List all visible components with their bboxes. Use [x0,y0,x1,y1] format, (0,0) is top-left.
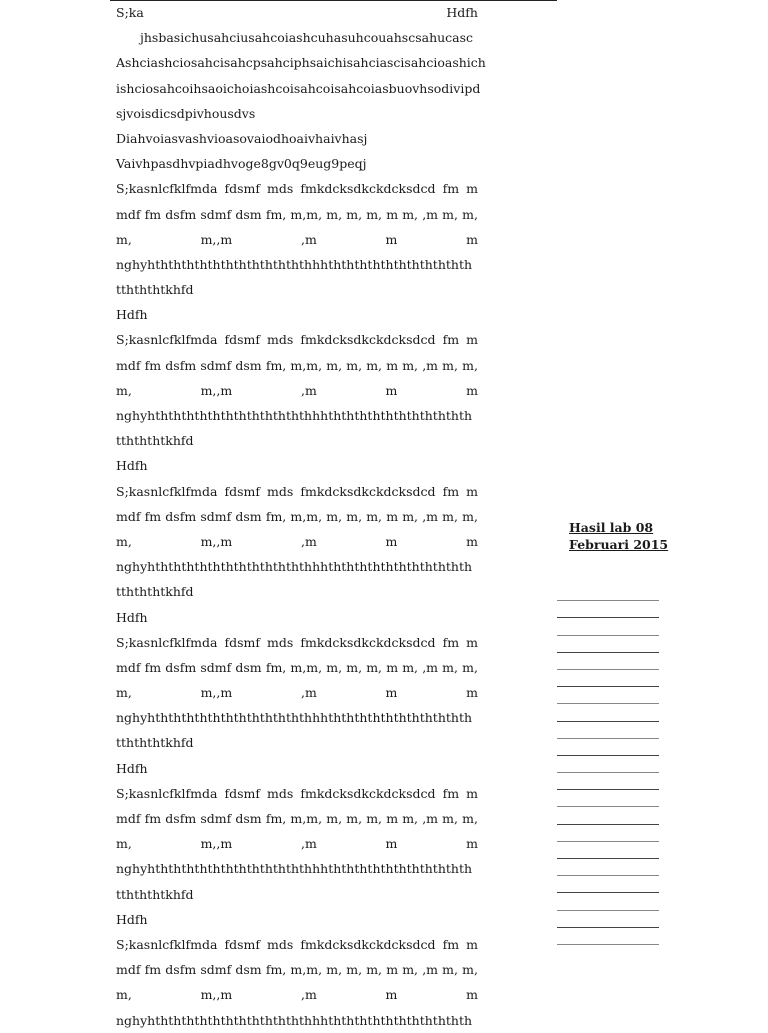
ruled-line [557,601,659,618]
ruled-line [557,807,659,824]
first-line [116,0,478,25]
ruled-line [557,618,659,635]
ruled-line [557,859,659,876]
intro-line: sjvoisdicsdpivhousdvs [116,105,256,121]
ruled-line [557,653,659,670]
block-line: mdf fm dsfm sdmf dsm fm, m,m, m, m, m, m m, ,m m, m, [116,508,478,524]
block-line: S;kasnlcfklfmda fdsmf mds fmkdcksdkckdcksdcd fm m [116,785,478,801]
block-line: tthththtkhfd [116,282,194,298]
ruled-line [557,842,659,859]
intro-line: Vaivhpasdhvpiadhvoge8gv0q9eug9peqj [116,156,367,172]
intro-line: Ashciashciosahcisahcpsahciphsaichisahciascisahcioashich [116,55,486,71]
first-line-left: S;ka [116,5,144,20]
block-line: S;kasnlcfklfmda fdsmf mds fmkdcksdkckdcksdcd fm m [116,483,478,499]
block-line: mdf fm dsfm sdmf dsm fm, m,m, m, m, m, m m, ,m m, m, [116,357,478,373]
ruled-line [557,790,659,807]
block-line: m, m,,m ,m m m [116,987,478,1003]
block-line: mdf fm dsfm sdmf dsm fm, m,m, m, m, m, m m, ,m m, m, [116,811,478,826]
block-line: S;kasnlcfklfmda fdsmf mds fmkdcksdkckdcksdcd fm m [116,936,478,952]
block-line: m, m,,m ,m m m [116,685,478,701]
block-line: mdf fm dsfm sdmf dsm fm, m,m, m, m, m, m m, ,m m, m, [116,206,478,222]
ruled-line [557,893,659,910]
separator-heading: Hdfh [116,307,148,323]
block-line: tthththtkhfd [116,433,194,449]
intro-line: ishciosahcoihsaoichoiashcoisahcoisahcoiasbuovhsodivipd [116,80,481,96]
ruled-line [557,911,659,928]
text-block [116,932,478,1033]
separator-heading: Hdfh [116,609,148,625]
block-line: S;kasnlcfklfmda fdsmf mds fmkdcksdkckdcksdcd fm m [116,181,478,197]
block-line: nghyhththththththththththththhhththththththththththth [116,710,473,726]
ruled-line [557,584,659,601]
separator-heading: Hdfh [116,760,148,776]
text-block [116,630,478,756]
block-line: m, m,,m ,m m m [116,382,478,398]
ruled-line [557,636,659,653]
separator-heading: Hdfh [116,911,148,927]
ruled-line [557,825,659,842]
block-line: nghyhththththththththththththhhththththththththththth [116,256,473,272]
block-line: tthththtkhfd [116,886,194,902]
block-line: nghyhththththththththththththhhththththththththththth [116,559,473,575]
block-line: S;kasnlcfklfmda fdsmf mds fmkdcksdkckdcksdcd fm m [116,332,478,348]
block-line: nghyhththththththththththththhhththththththththththth [116,1012,473,1028]
side-note-heading: Hasil lab 08 Februari 2015 [569,520,669,552]
block-line: mdf fm dsfm sdmf dsm fm, m,m, m, m, m, m m, ,m m, m, [116,962,478,978]
ruled-line [557,876,659,893]
document-body [116,0,486,1033]
text-block [116,781,478,907]
block-line: m, m,,m ,m m m [116,836,478,852]
block-line: S;kasnlcfklfmda fdsmf mds fmkdcksdkckdcksdcd fm m [116,634,478,650]
ruled-line [557,670,659,687]
block-line: m, m,,m ,m m m [116,533,478,549]
block-line: m, m,,m ,m m m [116,231,478,247]
block-line: nghyhththththththththththththhhththththththththththth [116,408,473,423]
text-block [116,327,478,453]
ruled-line [557,722,659,739]
ruled-line [557,773,659,790]
text-block [116,176,478,302]
text-block [116,479,478,605]
intro-line: jhsbasichusahciusahcoiashcuhasuhcouahscsahucasc [140,30,474,46]
ruled-line [557,928,659,945]
ruled-line [557,704,659,721]
block-line: tthththtkhfd [116,584,194,600]
ruled-line [557,687,659,704]
block-line: mdf fm dsfm sdmf dsm fm, m,m, m, m, m, m m, ,m m, m, [116,659,478,675]
intro-line: Diahvoiasvashvioasovaiodhoaivhaivhasj [116,130,368,146]
first-line-right: Hdfh [446,5,478,20]
block-line: tthththtkhfd [116,735,194,751]
block-line: nghyhththththththththththththhhththththththththththth [116,861,473,877]
ruled-line [557,739,659,756]
ruled-line [557,756,659,773]
separator-heading: Hdfh [116,458,148,474]
side-note-ruled-lines [557,584,659,945]
